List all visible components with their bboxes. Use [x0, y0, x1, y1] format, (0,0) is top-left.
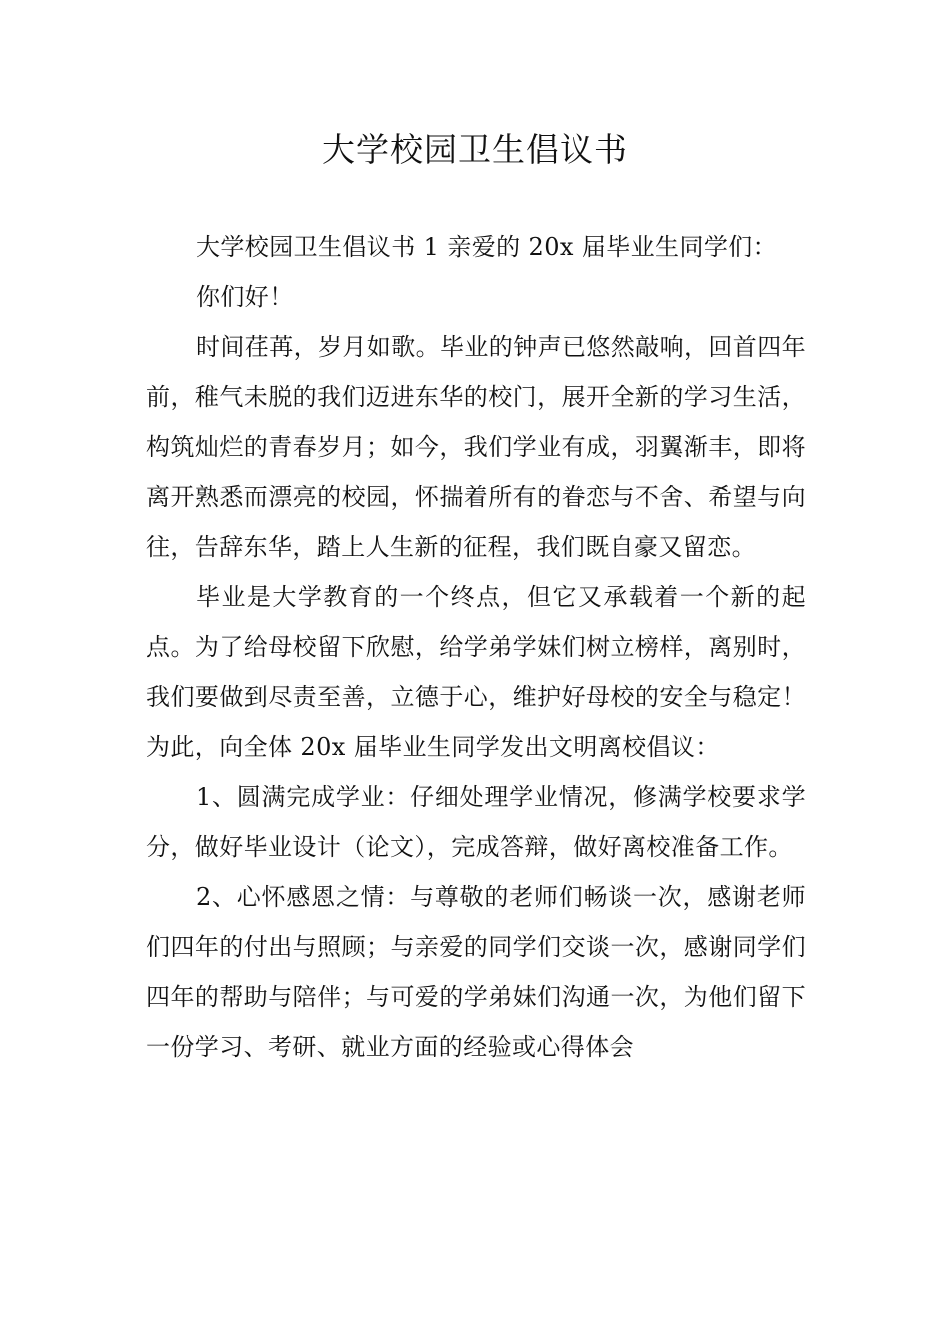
- paragraph-intro: 大学校园卫生倡议书 1 亲爱的 20x 届毕业生同学们：: [196, 233, 778, 261]
- paragraph-item-2: 2、心怀感恩之情：与尊敬的老师们畅谈一次，感谢老师们四年的付出与照顾；与亲爱的同学们交谈一次，感谢同学们四年的帮助与陪伴；与可爱的学弟妹们沟通一次，为他们留下一份学习、考研、就业方面的经验或心得体会: [146, 883, 806, 1061]
- paragraph-proposal: 毕业是大学教育的一个终点，但它又承载着一个新的起点。为了给母校留下欣慰，给学弟学妹们树立榜样，离别时，我们要做到尽责至善，立德于心，维护好母校的安全与稳定！为此，向全体 20x 届毕业生同学发出文明离校倡议：: [146, 583, 806, 761]
- document-title: 大学校园卫生倡议书: [322, 130, 628, 169]
- document-body: [146, 222, 806, 1072]
- paragraph-greeting: 你们好！: [196, 283, 294, 311]
- paragraph-graduation: 时间荏苒，岁月如歌。毕业的钟声已悠然敲响，回首四年前，稚气未脱的我们迈进东华的校门，展开全新的学习生活，构筑灿烂的青春岁月；如今，我们学业有成，羽翼渐丰，即将离开熟悉而漂亮的校园，怀揣着所有的眷恋与不舍、希望与向往，告辞东华，踏上人生新的征程，我们既自豪又留恋。: [146, 333, 806, 561]
- paragraph-item-1: 1、圆满完成学业：仔细处理学业情况，修满学校要求学分，做好毕业设计（论文），完成答辩，做好离校准备工作。: [146, 783, 806, 861]
